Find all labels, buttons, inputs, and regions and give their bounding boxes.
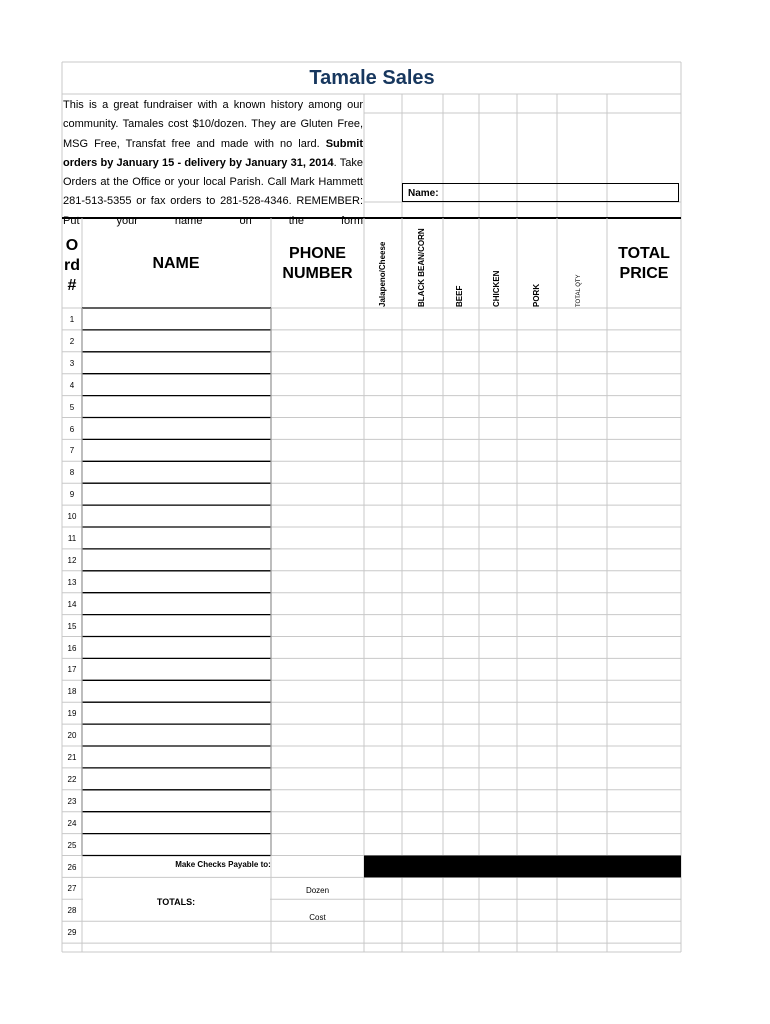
word-the: the <box>288 214 304 227</box>
total-price-header <box>607 244 681 284</box>
row-number: 7 <box>69 446 75 456</box>
row-number: 22 <box>67 774 77 784</box>
intro-line-4 <box>63 154 363 173</box>
intro-line-3 <box>63 135 363 154</box>
name-header: NAME <box>152 255 200 272</box>
row-number: 11 <box>67 534 77 543</box>
intro-paragraph <box>63 96 363 231</box>
row-number: 16 <box>67 643 77 653</box>
row-number: 26 <box>67 862 77 872</box>
chicken-header: CHICKEN <box>492 270 501 307</box>
order-header-hash: # <box>67 277 77 294</box>
word-name: name <box>174 214 203 227</box>
row-number: 6 <box>69 424 75 434</box>
word-form: form <box>341 214 363 227</box>
row-number: 28 <box>67 906 77 916</box>
order-header-o: O <box>65 237 79 254</box>
seller-name-field[interactable] <box>402 183 679 202</box>
row-number: 10 <box>67 512 77 522</box>
row-number: 24 <box>67 818 77 828</box>
row-number: 1 <box>69 315 75 324</box>
intro-line-2: community. Tamales cost $10/dozen. They are Gluten Free, <box>63 118 363 131</box>
row-number: 4 <box>69 380 75 390</box>
payable-black-bar <box>364 856 681 878</box>
total-price-line2: PRICE <box>619 265 669 282</box>
row-number: 15 <box>67 621 77 631</box>
black-bean-corn-header: BLACK BEAN/CORN <box>417 228 426 307</box>
cost-label: Cost <box>309 913 326 922</box>
seller-name-label: Name: <box>408 188 439 199</box>
row-number: 9 <box>69 490 75 500</box>
total-qty-header: TOTAL QTY <box>576 274 582 307</box>
row-number: 17 <box>67 665 77 675</box>
checks-payable-label: Make Checks Payable to: <box>175 860 271 869</box>
submit-word: Submit <box>325 137 363 150</box>
row-number: 20 <box>67 731 77 741</box>
row-number: 3 <box>69 358 75 368</box>
intro-line-3-text: MSG Free, Transfat free and made with no lard. <box>63 137 320 150</box>
word-put: Put <box>63 214 80 227</box>
row-number: 14 <box>67 599 77 609</box>
pork-header: PORK <box>532 283 541 307</box>
row-number: 29 <box>67 928 77 938</box>
row-number: 21 <box>67 753 77 762</box>
row-number: 5 <box>69 402 75 412</box>
row-number: 18 <box>67 687 77 697</box>
deadline-text: orders by January 15 - delivery by January 31, 2014 <box>63 156 334 169</box>
order-header-rd: rd <box>64 257 80 274</box>
intro-line-5: Orders at the Office or your local Parish. Call Mark Hammett <box>63 176 363 189</box>
word-your: your <box>116 214 138 227</box>
intro-line-7 <box>63 212 363 231</box>
phone-header <box>271 244 364 284</box>
row-number: 13 <box>67 577 77 587</box>
intro-line-1: This is a great fundraiser with a known history among our <box>63 99 363 111</box>
take-word: . Take <box>333 156 363 169</box>
row-number: 2 <box>69 336 75 346</box>
row-number: 27 <box>67 884 77 894</box>
total-price-line1: TOTAL <box>618 245 670 262</box>
order-number-header <box>62 236 82 296</box>
row-number: 8 <box>69 468 75 478</box>
row-number: 25 <box>67 840 77 850</box>
page-title: Tamale Sales <box>309 67 435 89</box>
row-number: 19 <box>67 709 77 719</box>
dozen-label: Dozen <box>305 886 330 895</box>
jalapeno-cheese-header: Jalapeno/Cheese <box>378 241 387 307</box>
row-number: 23 <box>67 796 77 806</box>
phone-header-line2: NUMBER <box>282 265 353 282</box>
totals-label: TOTALS: <box>156 897 196 907</box>
word-on: on <box>239 214 252 227</box>
beef-header: BEEF <box>455 285 464 307</box>
row-number: 12 <box>67 555 77 565</box>
intro-line-6: 281-513-5355 or fax orders to 281-528-4346. REMEMBER: <box>63 195 363 208</box>
phone-header-line1: PHONE <box>289 245 346 262</box>
